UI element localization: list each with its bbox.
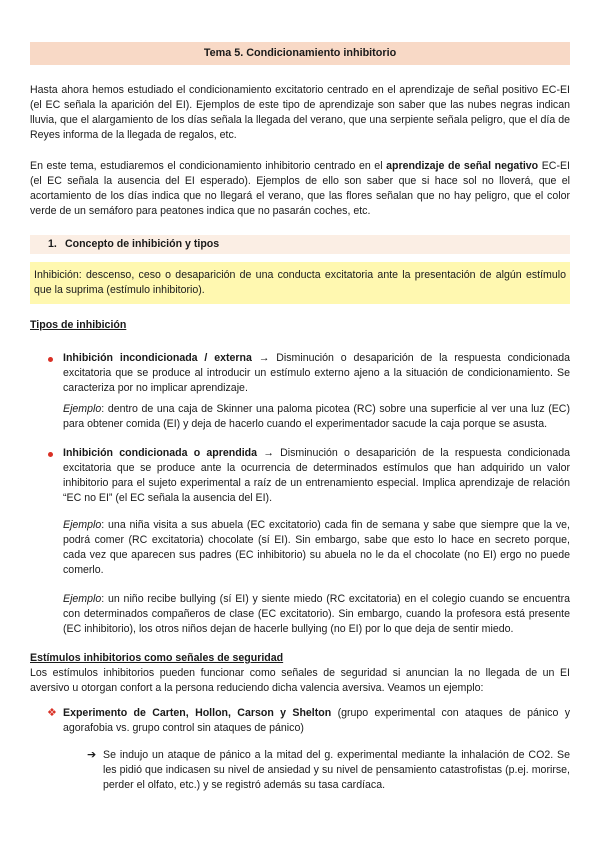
para2-text-after: EC-EI (el EC señala la ausencia del EI esperado). Ejemplos de ello son saber que si hace sol no lloverá, que el acortamiento de los días indica que no llegará el verano, que las flores señalan que no hay peligro, que el color verde de un semáforo para peatones indica que no pasarán coches, etc.	[30, 160, 570, 217]
section-heading-1	[30, 235, 570, 254]
bullet1-text	[63, 351, 570, 396]
intro-paragraph: Hasta ahora hemos estudiado el condicionamiento excitatorio centrado en el aprendizaje de señal positivo EC-EI (el EC señala la aparición del EI). Ejemplos de este tipo de aprendizaje son saber que las nubes negras indican lluvia, que el alargamiento de los días señala la llegada del verano, que una serpiente señala peligro, que el día de Reyes informa de la llegada de regalos, etc.	[30, 84, 570, 141]
arrow-bullet-icon: ➔	[87, 749, 97, 761]
types-list	[30, 351, 570, 506]
para2-bold-term: aprendizaje de señal negativo	[386, 160, 539, 172]
definition-box: Inhibición: descenso, ceso o desaparición de una conducta excitatoria ante la presentación de algún estímulo que la suprima (estímulo inhibitorio).	[30, 262, 570, 304]
example-label: Ejemplo	[63, 403, 102, 415]
example-label: Ejemplo	[63, 519, 102, 531]
section-number: 1.	[48, 238, 57, 250]
bullet2-title: Inhibición condicionada o aprendida	[63, 447, 258, 459]
list-item	[30, 351, 570, 432]
bullet2-example-2	[30, 592, 570, 637]
negative-signal-paragraph	[30, 159, 570, 219]
arrow-icon: →	[257, 447, 281, 459]
safety-paragraph: Los estímulos inhibitorios pueden funcionar como señales de seguridad si anuncian la no llegada de un EI aversivo u otorgan confort a la persona reduciendo dicha valencia aversiva. Veamos un ejemplo:	[30, 667, 570, 694]
diamond-bullet-icon: ❖	[47, 707, 57, 719]
experiment-item	[30, 706, 570, 736]
example-text: : un niño recibe bullying (sí EI) y siente miedo (RC excitatoria) en el colegio cuando se encuentra con determinados compañeros de clase (EC excitatorio). Sin embargo, cuando la profesora está presente (EC inhibitorio), los otros niños dejan de hacerle bullying (no EI) por lo que deja de sentir miedo.	[63, 593, 570, 635]
safety-heading: Estímulos inhibitorios como señales de seguridad	[30, 652, 284, 664]
experiment-desc: (grupo experimental con ataques de pánico y agorafobia vs. grupo control sin ataques de pánico)	[63, 707, 570, 734]
bullet-dot-icon	[48, 357, 53, 362]
para2-text-before: En este tema, estudiaremos el condicionamiento inhibitorio centrado en el	[30, 160, 387, 172]
experiment-title: Experimento de Carten, Hollon, Carson y Shelton	[63, 707, 332, 719]
bullet2-text	[63, 446, 570, 506]
bullet2-body: Disminución o desaparición de la respuesta condicionada excitatoria que se produce ante la ocurrencia de determinados estímulos que han adquirido un valor inhibitorio para el sujeto experimental a raíz de un entrenamiento especial. Implica aprendizaje de relación “EC no EI” (el EC señala la ausencia del EI).	[63, 447, 571, 504]
example-text: : dentro de una caja de Skinner una paloma picotea (RC) sobre una superficie al ver una luz (EC) para obtener comida (EI) y deja de hacerlo cuando el experimentador sacude la caja porque se asusta.	[63, 403, 570, 430]
bullet-dot-icon	[48, 452, 53, 457]
section-title: Concepto de inhibición y tipos	[64, 238, 220, 250]
arrow-icon: →	[251, 352, 277, 364]
experiment-sub-item	[30, 748, 570, 793]
example-label: Ejemplo	[63, 593, 102, 605]
bullet1-body: Disminución o desaparición de la respuesta condicionada excitatoria que se produce al introducir un estímulo externo ajeno a la situación de condicionamiento. Se caracteriza por no implicar aprendizaje.	[63, 352, 571, 394]
types-heading: Tipos de inhibición	[30, 319, 127, 331]
bullet1-title: Inhibición incondicionada / externa	[63, 352, 252, 364]
example-text: : una niña visita a sus abuela (EC excitatorio) cada fin de semana y sabe que siempre que la ve, podrá comer (RC excitatoria) chocolate (sí EI). Sin embargo, sabe que esto lo hace en secreto porque, cada vez que aparecen sus padres (EC inhibitorio) su abuela no le da el chocolate (no EI) ergo no puede comerlo.	[63, 519, 570, 576]
experiment-text	[63, 706, 570, 736]
bullet1-example	[63, 402, 570, 432]
experiment-sub-text: Se indujo un ataque de pánico a la mitad del g. experimental mediante la inhalación de CO2. Se les pidió que indicasen su nivel de ansiedad y su nivel de pensamiento catastrofistas (p.ej. morirse, perder el olfato, etc.) y se registró además su tasa cardíaca.	[103, 749, 570, 791]
bullet2-example-1	[30, 518, 570, 578]
page-title: Tema 5. Condicionamiento inhibitorio	[30, 42, 570, 65]
list-item	[30, 446, 570, 506]
